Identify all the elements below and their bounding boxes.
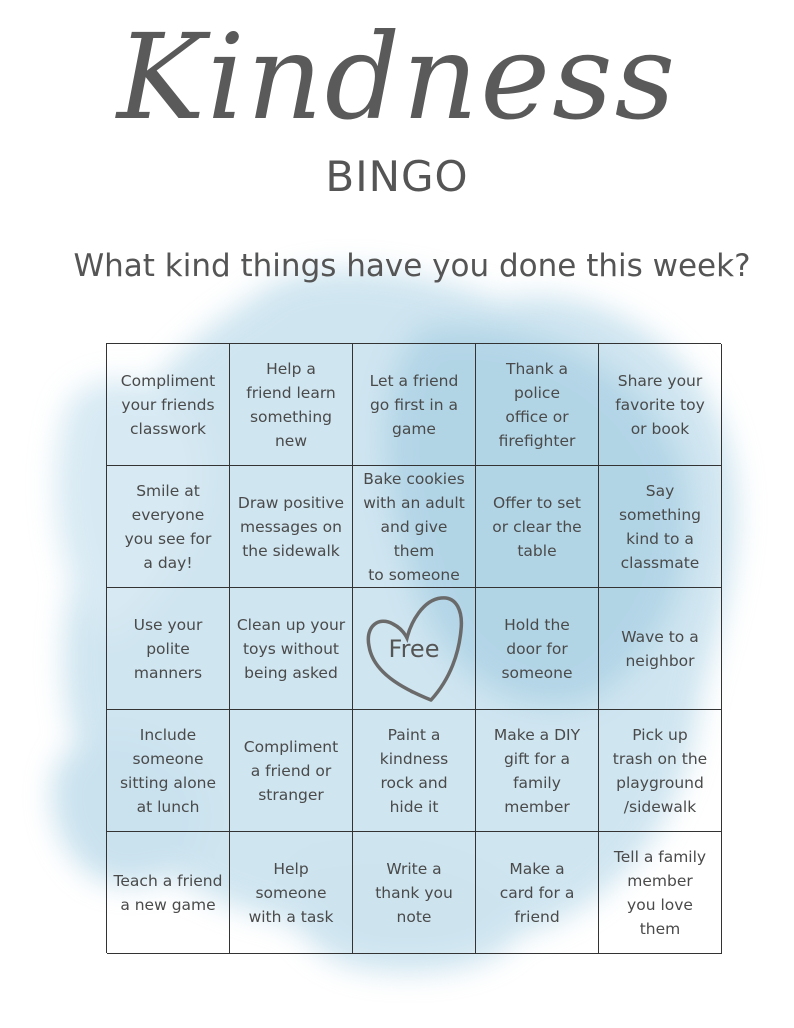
bingo-cell[interactable]: Teach a friend a new game <box>107 832 230 954</box>
bingo-cell[interactable]: Wave to a neighbor <box>599 588 722 710</box>
bingo-cell[interactable]: Make a DIY gift for a family member <box>476 710 599 832</box>
bingo-cell[interactable]: Hold the door for someone <box>476 588 599 710</box>
bingo-cell[interactable]: Compliment your friends classwork <box>107 344 230 466</box>
bingo-cell[interactable]: Offer to set or clear the table <box>476 466 599 588</box>
bingo-cell[interactable]: Smile at everyone you see for a day! <box>107 466 230 588</box>
bingo-cell[interactable]: Write a thank you note <box>353 832 476 954</box>
bingo-cell[interactable]: Let a friend go first in a game <box>353 344 476 466</box>
bingo-cell[interactable]: Make a card for a friend <box>476 832 599 954</box>
free-space-label: Free <box>388 634 440 663</box>
bingo-cell[interactable]: Help a friend learn something new <box>230 344 353 466</box>
bingo-cell[interactable]: Compliment a friend or stranger <box>230 710 353 832</box>
bingo-cell[interactable]: Thank a police office or firefighter <box>476 344 599 466</box>
page-title: Kindness <box>116 8 678 146</box>
bingo-cell[interactable]: Tell a family member you love them <box>599 832 722 954</box>
page-subtitle: BINGO <box>325 152 469 201</box>
bingo-cell[interactable]: Bake cookies with an adult and give them to someone <box>353 466 476 588</box>
bingo-cell[interactable]: Draw positive messages on the sidewalk <box>230 466 353 588</box>
prompt-question: What kind things have you done this week? <box>73 248 751 284</box>
bingo-cell[interactable]: Clean up your toys without being asked <box>230 588 353 710</box>
bingo-cell[interactable]: Share your favorite toy or book <box>599 344 722 466</box>
bingo-board <box>106 343 721 953</box>
free-space-cell[interactable] <box>353 588 476 710</box>
bingo-cell[interactable]: Say something kind to a classmate <box>599 466 722 588</box>
bingo-cell[interactable]: Include someone sitting alone at lunch <box>107 710 230 832</box>
bingo-cell[interactable]: Pick up trash on the playground /sidewalk <box>599 710 722 832</box>
bingo-cell[interactable]: Paint a kindness rock and hide it <box>353 710 476 832</box>
bingo-cell[interactable]: Help someone with a task <box>230 832 353 954</box>
bingo-cell[interactable]: Use your polite manners <box>107 588 230 710</box>
